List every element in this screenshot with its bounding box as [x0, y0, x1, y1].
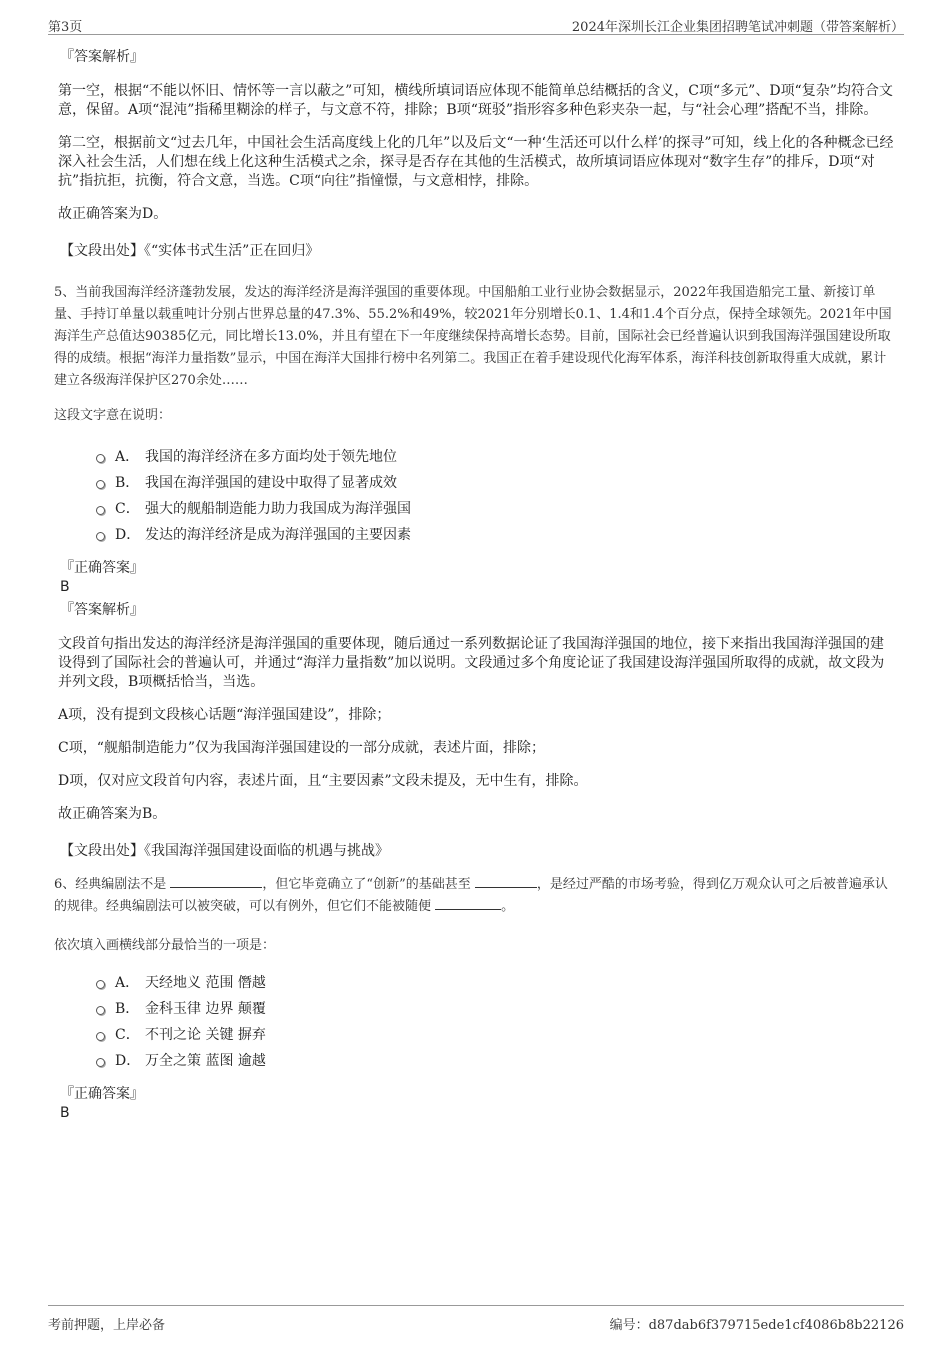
blank-1: [170, 875, 262, 888]
page-content: [56, 42, 894, 1121]
radio-icon[interactable]: [96, 1058, 105, 1067]
question-5-analysis-4: D项，仅对应文段首句内容，表述片面，且“主要因素”文段未提及，无中生有，排除。: [58, 773, 588, 789]
question-6-prompt: 依次填入画横线部分最恰当的一项是：: [54, 938, 276, 953]
question-6-answer-label: 『正确答案』: [60, 1086, 144, 1102]
prev-analysis-para-1: 第一空，根据“不能以怀旧、情怀等一言以蔽之”可知，横线所填词语应体现不能简单总结概括的含义，C项“多元”、D项“复杂”均符合文意，保留。A项“混沌”指稀里糊涂的样子，与文意不符，排除；B项“斑驳”指形容多种色彩夹杂一起，与“社会心理”搭配不当，排除。: [58, 83, 893, 118]
blank-2: [475, 875, 537, 888]
page-footer: [48, 1305, 904, 1333]
prev-analysis-label: 『答案解析』: [60, 49, 144, 65]
option-d[interactable]: D． 万全之策 蓝图 逾越: [96, 1047, 894, 1073]
prev-source: 【文段出处】《“实体书式生活”正在回归》: [60, 243, 320, 259]
radio-icon[interactable]: [96, 1006, 105, 1015]
prev-conclusion: 故正确答案为D。: [58, 206, 168, 222]
document-title: 2024年深圳长江企业集团招聘笔试冲刺题（带答案解析）: [571, 20, 904, 35]
option-a[interactable]: A． 天经地义 范围 僭越: [96, 969, 894, 995]
blank-3: [435, 897, 501, 910]
question-5-source: 【文段出处】《我国海洋强国建设面临的机遇与挑战》: [60, 843, 389, 859]
option-b[interactable]: B． 金科玉律 边界 颠覆: [96, 995, 894, 1021]
question-5-analysis-3: C项，“舰船制造能力”仅为我国海洋强国建设的一部分成就，表述片面，排除；: [58, 740, 546, 756]
page-number: 第3页: [48, 20, 83, 35]
page-header: [48, 14, 904, 35]
radio-icon[interactable]: [96, 1032, 105, 1041]
option-c[interactable]: C． 不刊之论 关键 摒弃: [96, 1021, 894, 1047]
question-5-analysis-2: A项，没有提到文段核心话题“海洋强国建设”，排除；: [58, 707, 391, 723]
prev-analysis-para-2: 第二空，根据前文“过去几年，中国社会生活高度线上化的几年”以及后文“一种‘生活还可以什么样’的探寻”可知，线上化的各种概念已经深入社会生活，人们想在线上化这种生活模式之余，探寻是否存在其他的生活模式，故所填词语应体现对“数字生存”的排斥，D项“对抗”指抗拒，抗衡，符合文意，当选。C项“向往”指憧憬，与文意相悖，排除。: [58, 135, 894, 189]
question-5-analysis-5: 故正确答案为B。: [58, 806, 167, 822]
question-5-options: [96, 443, 894, 547]
radio-icon[interactable]: [96, 532, 105, 541]
option-b[interactable]: B． 我国在海洋强国的建设中取得了显著成效: [96, 469, 894, 495]
radio-icon[interactable]: [96, 454, 105, 463]
question-6-options: [96, 969, 894, 1073]
question-5-analysis-label: 『答案解析』: [60, 602, 144, 618]
question-5-prompt: 这段文字意在说明：: [54, 408, 172, 423]
question-5-analysis-1: 文段首句指出发达的海洋经济是海洋强国的重要体现，随后通过一系列数据论证了我国海洋强国的地位，接下来指出我国海洋强国的建设得到了国际社会的普遍认可，并通过“海洋力量指数”加以说明。文段通过多个角度论证了我国建设海洋强国所取得的成就，故文段为并列文段，B项概括恰当，当选。: [58, 636, 885, 690]
option-c[interactable]: C． 强大的舰船制造能力助力我国成为海洋强国: [96, 495, 894, 521]
radio-icon[interactable]: [96, 980, 105, 989]
question-5-answer-label: 『正确答案』: [60, 560, 144, 576]
question-6-answer: B: [60, 1105, 70, 1121]
radio-icon[interactable]: [96, 480, 105, 489]
document-code: 编号：d87dab6f379715ede1cf4086b8b22126: [609, 1318, 904, 1333]
footer-slogan: 考前押题，上岸必备: [48, 1318, 166, 1333]
radio-icon[interactable]: [96, 506, 105, 515]
question-5-answer: B: [60, 579, 70, 595]
option-d[interactable]: D． 发达的海洋经济是成为海洋强国的主要因素: [96, 521, 894, 547]
question-5-text: 5、当前我国海洋经济蓬勃发展，发达的海洋经济是海洋强国的重要体现。中国船舶工业行业协会数据显示，2022年我国造船完工量、新接订单量、手持订单量以载重吨计分别占世界总量的47.3%、55.2%和49%，较2021年分别增长0.1、1.4和1.4个百分点，保持全球领先。2021年中国海洋生产总值达90385亿元，同比增长13.0%，并且有望在下一年度继续保持高增长态势。目前，国际社会已经普遍认识到我国海洋强国建设所取得的成绩。根据“海洋力量指数”显示，中国在海洋大国排行榜中名列第二。我国正在着手建设现代化海军体系，海洋科技创新取得重大成就，累计建立各级海洋保护区270余处……: [54, 285, 892, 388]
question-6-text: 6、经典编剧法不是 ，但它毕竟确立了“创新”的基础甚至 ，是经过严酷的市场考验，得到亿万观众认可之后被普遍承认的规律。经典编剧法可以被突破，可以有例外，但它们不能被随便 。: [54, 877, 888, 914]
option-a[interactable]: A． 我国的海洋经济在多方面均处于领先地位: [96, 443, 894, 469]
